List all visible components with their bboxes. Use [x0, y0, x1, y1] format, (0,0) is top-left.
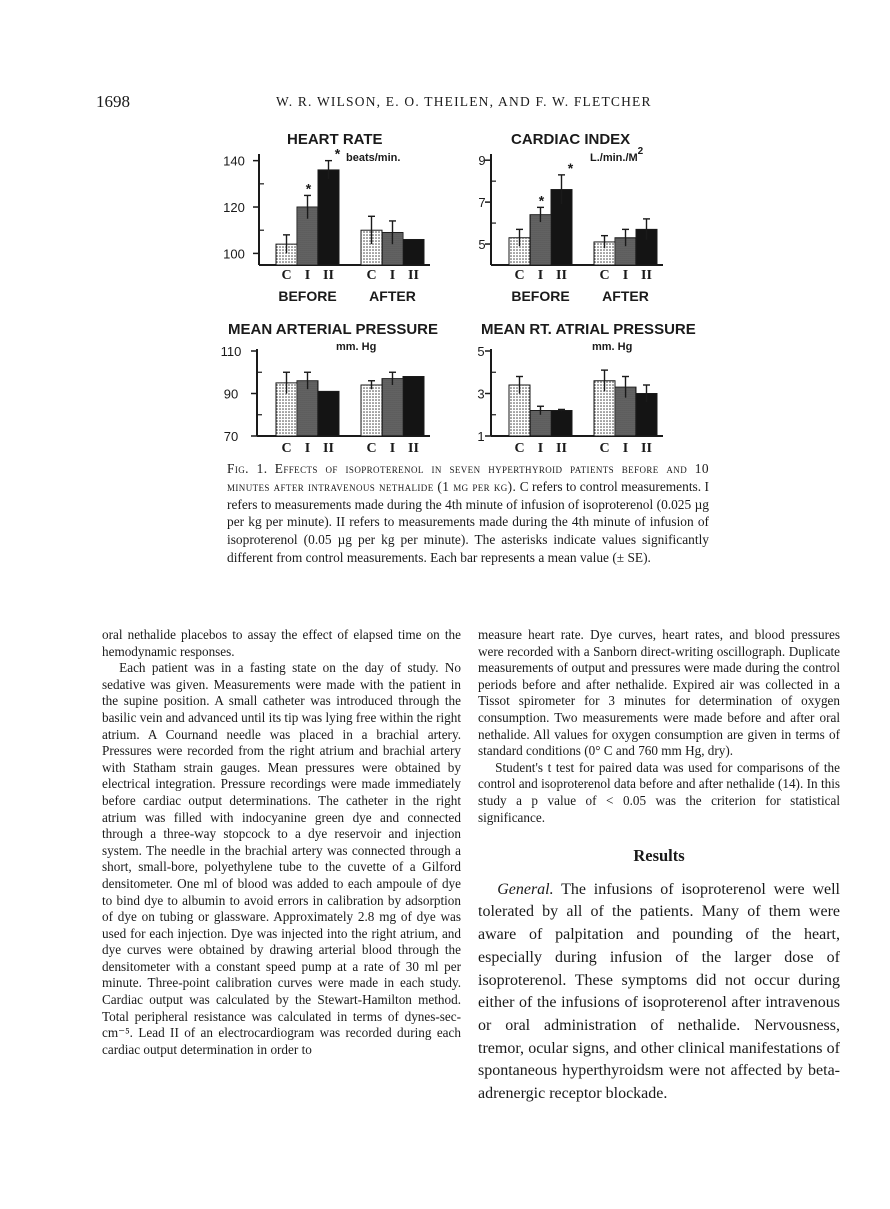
panel-unit: L./min./M2 [590, 146, 644, 164]
y-tick-label: 70 [223, 429, 239, 444]
figure-caption [227, 460, 709, 567]
y-tick-label: 5 [478, 237, 486, 253]
y-tick-label: 110 [220, 344, 242, 359]
paragraph: Each patient was in a fasting state on the day of study. No sedative was given. Measurements were made with the patient in the supine position. A small catheter was introduced through the basilic vein and advanced until its tip was lying free within the right atrium. A Cournand needle was placed in a brachial artery. Pressures were recorded from the right atrium and brachial artery with Statham strain gauges. Mean pressures were obtained by electrical integration. Pressure recordings were made immediately before cardiac output determinations. The catheter in the right atrium was filled with indocyanine green dye and connected through a three-way stopcock to a dye reservoir and injection system. The needle in the brachial artery was connected through a short, small-bore, polyethylene tube to the cuvette of a Gilford densitometer. One ml of blood was added to each ampoule of dye to bind dye to albumin to avoid errors in calibration by adsorption of dye on tubing or glassware. Approximately 2.8 mg of dye was used for each injection. Dye was injected into the right atrium, and dye curves were obtained by drawing arterial blood through the densitometer with a constant speed pump at a rate of 30 ml per minute. Three-point calibration curves were made in each study. Cardiac output was calculated by the Stewart-Hamilton method. Total peripheral resistance was calculated in terms of dynes-sec-cm⁻⁵. Lead II of an electrocardiogram was recorded during each cardiac output determination in order to [102, 660, 461, 1057]
category-label: II [641, 268, 652, 283]
significance-marker: * [538, 192, 545, 209]
category-label: C [366, 268, 377, 283]
significance-marker: * [305, 180, 312, 197]
y-tick-label: 1 [477, 429, 485, 444]
category-label: II [323, 441, 334, 456]
bar [318, 391, 339, 436]
bar [403, 239, 424, 265]
panel-title: CARDIAC INDEX [511, 131, 631, 148]
group-label: AFTER [369, 288, 416, 304]
bar [382, 379, 403, 436]
category-label: II [323, 268, 334, 283]
caption-label: Fig. 1. [227, 461, 268, 476]
panel-title: MEAN ARTERIAL PRESSURE [228, 321, 439, 338]
y-tick-label: 9 [478, 153, 486, 169]
category-label: I [537, 441, 544, 456]
group-label: BEFORE [278, 288, 337, 304]
category-label: C [281, 441, 292, 456]
y-tick-label: 7 [478, 195, 486, 211]
bar [551, 411, 572, 437]
category-label: C [514, 441, 525, 456]
category-label: II [556, 268, 567, 283]
category-label: II [408, 441, 419, 456]
caption-body: C refers to control measurements. I refers to measurements made during the 4th minute of infusion of isoproterenol (0.025 µg per kg per minute). II refers to measurements made during the 4th minute of infusion of isoproterenol (0.05 µg per kg per minute). The asterisks indicate values significantly different from control measurements. Each bar represents a mean value (± SE). [227, 478, 709, 565]
category-label: I [389, 441, 396, 456]
category-label: I [304, 268, 311, 283]
caption-lead: Effects of isoproterenol in seven hyperthyroid patients before and 10 minutes after intravenous nethalide (1 mg per kg). [227, 461, 709, 494]
bar [361, 385, 382, 436]
page-number: 1698 [96, 92, 130, 111]
y-tick-label: 140 [223, 153, 245, 169]
category-label: C [599, 441, 610, 456]
category-label: C [599, 268, 610, 283]
category-label: I [622, 441, 629, 456]
bar [403, 377, 424, 437]
results-paragraph [478, 879, 840, 1106]
category-label: I [622, 268, 629, 283]
category-label: I [389, 268, 396, 283]
y-tick-label: 100 [223, 246, 245, 262]
panel-title: HEART RATE [287, 131, 383, 148]
category-label: II [641, 441, 652, 456]
figure-1 [0, 0, 890, 470]
significance-marker: * [567, 159, 574, 176]
category-label: C [514, 268, 525, 283]
y-tick-label: 3 [477, 386, 485, 402]
y-tick-label: 5 [477, 344, 485, 359]
category-label: I [537, 268, 544, 283]
right-column [478, 627, 840, 1106]
group-label: BEFORE [511, 288, 570, 304]
panel-unit: beats/min. [346, 152, 401, 164]
category-label: I [304, 441, 311, 456]
run-in-heading: General. [497, 880, 554, 898]
category-label: II [408, 268, 419, 283]
group-label: AFTER [602, 288, 649, 304]
panel-title: MEAN RT. ATRIAL PRESSURE [481, 321, 696, 338]
unit-superscript: 2 [637, 146, 644, 157]
panel-unit: mm. Hg [592, 341, 633, 353]
running-head: W. R. WILSON, E. O. THEILEN, AND F. W. FLETCHER [276, 94, 652, 109]
y-tick-label: 120 [223, 200, 245, 216]
category-label: II [556, 441, 567, 456]
panel-unit: mm. Hg [336, 341, 377, 353]
significance-marker: * [334, 145, 341, 162]
category-label: C [281, 268, 292, 283]
section-heading-results: Results [633, 846, 685, 866]
paragraph: Student's t test for paired data was used for comparisons of the control and isoproterenol data before and after nethalide (14). In this study a p value of < 0.05 was the criterion for statistical significance. [478, 759, 840, 825]
paragraph: measure heart rate. Dye curves, heart rates, and blood pressures were recorded with a Sanborn direct-writing oscillograph. Duplicate measurements of output and pressures were made during the control periods before and after nethalide. Expired air was collected in a Tissot spirometer for 3 minutes for determination of oxygen consumption. Two measurements were made before and after oral nethalide. All values for oxygen consumption are given in terms of standard conditions (0° C and 760 mm Hg, dry). [478, 627, 840, 759]
bar [318, 170, 339, 265]
category-label: C [366, 441, 377, 456]
paragraph: oral nethalide placebos to assay the effect of elapsed time on the hemodynamic responses. [102, 627, 461, 659]
left-column [102, 627, 461, 1058]
bar [530, 215, 551, 265]
results-text: The infusions of isoproterenol were well tolerated by all of the patients. Many of them were aware of palpitation and pounding of the heart, especially during infusion of the larger dose of isoproterenol. These symptoms did not occur during either of the infusions of isoproterenol after intravenous or oral administration of nethalide. Nervousness, tremor, ocular signs, and other clinical manifestations of spontaneous hyperthyroidsm were not affected by beta-adrenergic receptor blockade. [478, 880, 840, 1103]
y-tick-label: 90 [223, 386, 239, 402]
